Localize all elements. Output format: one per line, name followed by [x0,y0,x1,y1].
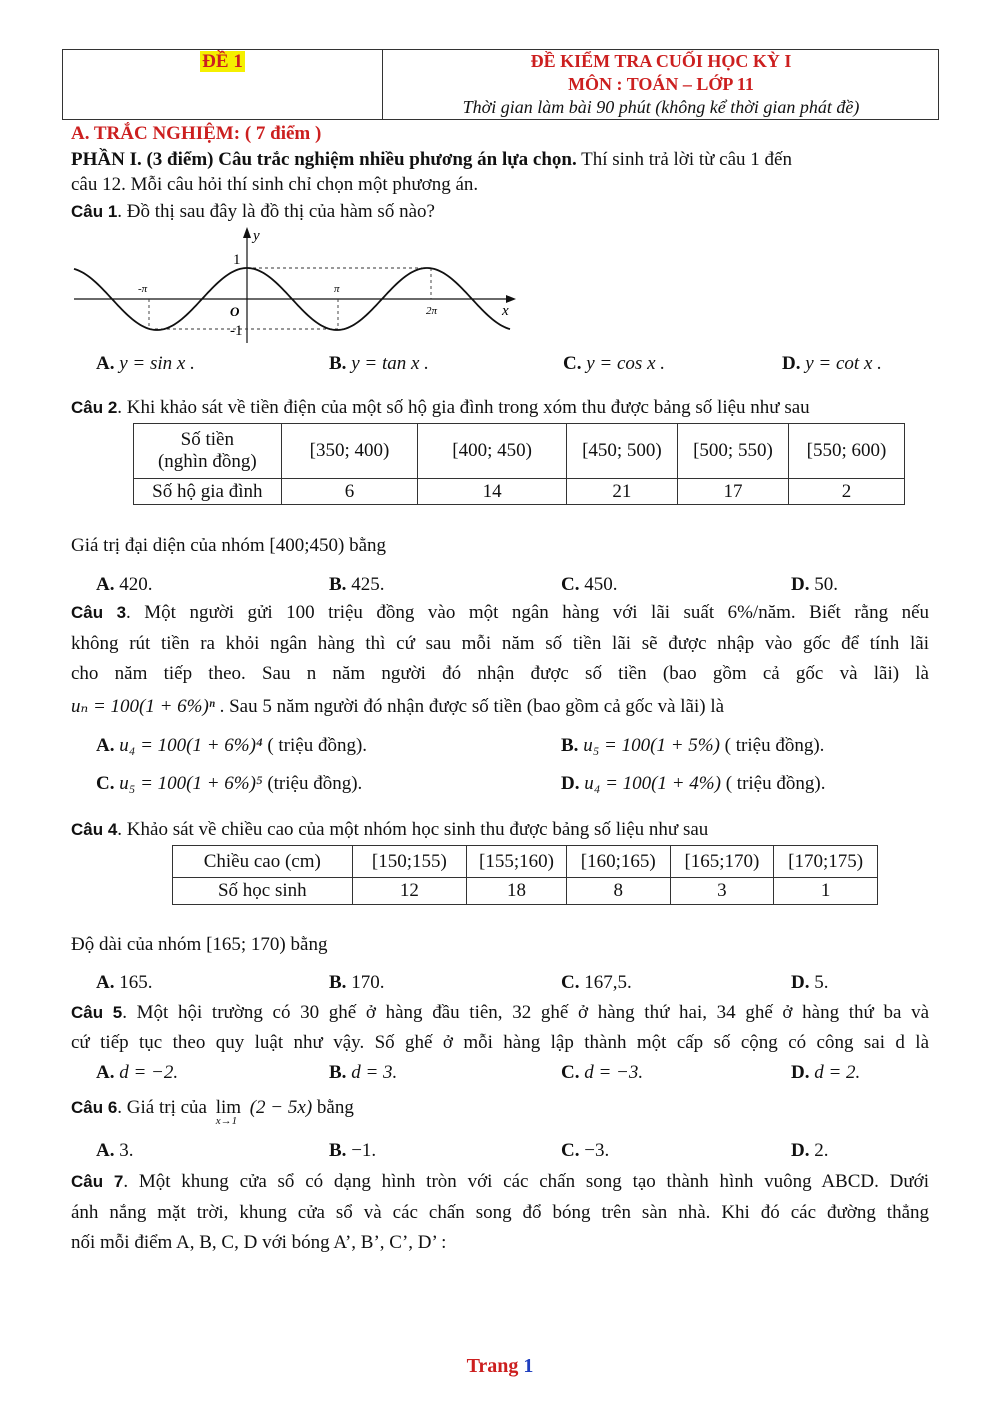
q6-option-c-key: C. [561,1140,580,1161]
part1-line2: câu 12. Mỗi câu hỏi thí sinh chỉ chọn một phương án. [71,174,479,195]
q4-option-a-text: 165. [114,972,153,993]
q4-interval: [155;160) [467,846,567,878]
q1-option-b-key: B. [329,353,347,374]
q6-option-b[interactable] [329,1139,376,1163]
q2-text: . Khi khảo sát về tiền điện của một số hộ gia đình trong xóm thu được bảng số liệu như sau [117,397,810,418]
page-footer [0,1355,1000,1378]
q3-option-a-key: A. [96,735,115,756]
q3-option-b-math: u₅ = 100(1 + 5%) [583,735,720,756]
q2-question: Giá trị đại diện của nhóm [400;450) bằng [71,535,387,556]
tick-minus-pi: -π [138,283,148,295]
page-number: 1 [523,1355,534,1377]
q2-interval: [500; 550) [677,424,788,479]
q1-option-b[interactable] [329,352,429,376]
q3-option-d-key: D. [561,773,580,794]
q4-count: 8 [566,878,670,905]
q3-option-b[interactable] [561,734,824,758]
q2-count: 21 [566,479,677,505]
q5-line1 [71,1001,929,1025]
q5-label: Câu 5 [71,1003,123,1022]
q1-cosine-graph [70,225,520,345]
q4-option-c[interactable] [561,971,632,995]
q6-lim-word: lim [215,1097,242,1118]
q6-option-a-text: 3. [114,1140,134,1161]
q4-option-b-key: B. [329,972,347,993]
q2-interval: [350; 400) [281,424,418,479]
q2-label: Câu 2 [71,398,118,417]
q6-lim-sub: x→1 [215,1115,238,1127]
q6-option-a-key: A. [96,1140,115,1161]
q7-line3: nối mỗi điểm A, B, C, D với bóng A’, B’, C’, D’ : [71,1232,447,1253]
q6-option-a[interactable] [96,1139,133,1163]
q4-interval: [150;155) [352,846,467,878]
q2-stem [71,396,929,420]
q2-option-c-key: C. [561,574,580,595]
q3-option-b-unit: ( triệu đồng). [719,735,825,756]
q2-count: 14 [418,479,567,505]
q5-option-c-key: C. [561,1062,580,1083]
q5-option-c-text: d = −3. [579,1062,644,1083]
exam-code: ĐỀ 1 [202,51,243,72]
q1-option-a[interactable] [96,352,195,376]
q3-text-4: . Sau 5 năm người đó nhận được số tiền (bao gồm cả gốc và lãi) là [214,696,725,717]
q3-option-c-math: u₅ = 100(1 + 6%)⁵ [119,773,263,794]
q2-option-d-key: D. [791,574,810,595]
q5-option-c[interactable] [561,1061,643,1085]
q5-option-d-key: D. [791,1062,810,1083]
q6-option-c-text: −3. [579,1140,610,1161]
q3-label: Câu 3 [71,603,127,622]
q4-option-c-text: 167,5. [579,972,632,993]
q4-count: 18 [467,878,567,905]
q3-option-a[interactable] [96,734,367,758]
q2-option-d[interactable] [791,573,838,597]
q4-question: Độ dài của nhóm [165; 170) bằng [71,934,328,955]
q2-head-money [134,424,282,479]
q3-option-a-unit: ( triệu đồng). [262,735,368,756]
part1-line1 [71,148,929,172]
q3-option-d-unit: ( triệu đồng). [720,773,826,794]
q5-line2: cứ tiếp tục theo quy luật như vậy. Số ghế ở mỗi hàng lập thành một cấp số cộng có công sai d là [71,1032,929,1053]
y-axis-label: y [253,228,260,244]
q3-option-d[interactable] [561,772,825,796]
exam-title: ĐỀ KIỂM TRA CUỐI HỌC KỲ I [530,51,792,71]
q3-option-c-unit: (triệu đồng). [262,773,363,794]
q2-interval: [550; 600) [788,424,904,479]
q4-option-b[interactable] [329,971,384,995]
q6-limit [215,1097,250,1127]
tick-minus-1: -1 [230,323,243,339]
q3-text-1: . Một người gửi 100 triệu đồng vào một ngân hàng với lãi suất 6%/năm. Biết rằng nếu [126,602,930,623]
q5-option-a[interactable] [96,1061,178,1085]
q1-option-d-key: D. [782,353,801,374]
q4-option-c-key: C. [561,972,580,993]
q2-option-a[interactable] [96,573,152,597]
q4-head-height: Chiều cao (cm) [173,846,353,878]
part1-intro: Thí sinh trả lời từ câu 1 đến [576,149,792,170]
part1-heading: PHẦN I. (3 điểm) Câu trắc nghiệm nhiều phương án lựa chọn. [71,149,577,170]
q1-option-d[interactable] [782,352,882,376]
q7-line1 [71,1170,929,1194]
q4-count: 3 [670,878,774,905]
q2-option-a-key: A. [96,574,115,595]
q2-count: 6 [281,479,418,505]
q6-tail: bằng [312,1097,354,1118]
q5-option-d[interactable] [791,1061,860,1085]
q4-option-a-key: A. [96,972,115,993]
q3-line3: cho năm tiếp theo. Sau n năm người đó nhận được số tiền (bao gồm cả gốc và lãi) là [71,663,929,684]
tick-2pi: 2π [426,305,438,317]
q1-option-a-key: A. [96,353,115,374]
exam-subject: MÔN : TOÁN – LỚP 11 [568,74,754,94]
q2-option-b-key: B. [329,574,347,595]
footer-label: Trang [466,1355,519,1377]
q7-text-1: . Một khung cửa sổ có dạng hình tròn với các chấn song tạo thành hình vuông ABCD. Dưới [123,1171,930,1192]
q4-label: Câu 4 [71,820,118,839]
q2-option-c-text: 450. [579,574,618,595]
exam-header [62,49,939,120]
q3-line2: không rút tiền ra khỏi ngân hàng thì cứ sau mỗi năm số tiền lãi sẽ được nhập vào gốc để tính lãi [71,633,929,654]
section-a-heading: A. TRẮC NGHIỆM: ( 7 điểm ) [71,123,322,144]
q4-text: . Khảo sát về chiều cao của một nhóm học sinh thu được bảng số liệu như sau [117,819,709,840]
q6-option-d[interactable] [791,1139,828,1163]
q4-head-students: Số học sinh [173,878,353,905]
y-axis-arrow [243,227,251,238]
x-axis-label: x [502,303,509,319]
q1-option-d-text: y = cot x . [805,353,882,374]
q6-text: . Giá trị của [117,1097,207,1118]
exam-time: Thời gian làm bài 90 phút (không kể thời gian phát đề) [462,97,860,117]
q4-option-d-key: D. [791,972,810,993]
q4-interval: [170;175) [774,846,878,878]
q3-formula: uₙ = 100(1 + 6%)ⁿ [71,696,215,717]
q6-option-b-text: −1. [346,1140,377,1161]
q1-option-c-text: y = cos x . [586,353,665,374]
q2-head-money-b: (nghìn đồng) [157,451,257,472]
q4-option-d[interactable] [791,971,828,995]
q1-text: . Đồ thị sau đây là đồ thị của hàm số nào? [117,201,435,222]
q5-text-1: . Một hội trường có 30 ghế ở hàng đầu tiên, 32 ghế ở hàng thứ hai, 34 ghế ở hàng thứ ba và [122,1002,930,1023]
q6-option-c[interactable] [561,1139,609,1163]
q2-count: 17 [677,479,788,505]
q5-option-a-text: d = −2. [114,1062,179,1083]
q6-expression: (2 − 5x) [249,1097,313,1118]
q4-stem [71,818,929,842]
q4-option-d-text: 5. [809,972,829,993]
q4-option-a[interactable] [96,971,152,995]
q1-label: Câu 1 [71,202,118,221]
q2-option-c[interactable] [561,573,617,597]
q1-option-b-text: y = tan x . [351,353,429,374]
q2-interval: [450; 500) [566,424,677,479]
q3-option-c-key: C. [96,773,115,794]
q5-option-b-key: B. [329,1062,347,1083]
q2-interval: [400; 450) [418,424,567,479]
q1-stem [71,200,929,224]
q3-line1 [71,601,929,625]
q2-table [133,423,905,505]
q1-option-c-key: C. [563,353,582,374]
q6-option-b-key: B. [329,1140,347,1161]
q3-line4 [71,695,929,719]
q3-option-b-key: B. [561,735,579,756]
q3-option-a-math: u₄ = 100(1 + 6%)⁴ [119,735,263,756]
q2-option-d-text: 50. [809,574,838,595]
q4-option-b-text: 170. [346,972,385,993]
q4-interval: [160;165) [566,846,670,878]
q2-option-a-text: 420. [114,574,153,595]
q1-option-c[interactable] [563,352,665,376]
q6-option-d-text: 2. [809,1140,829,1161]
tick-pi: π [334,283,340,295]
origin-label: O [230,304,240,319]
q4-interval: [165;170) [670,846,774,878]
q4-table [172,845,878,905]
q5-option-b[interactable] [329,1061,397,1085]
q6-stem [71,1097,354,1127]
q7-line2: ánh nắng mặt trời, khung cửa sổ và các chấn song đổ bóng trên sàn nhà. Khi đó các đường thẳng [71,1202,929,1223]
q7-label: Câu 7 [71,1172,124,1191]
x-axis-arrow [506,295,516,303]
q2-option-b[interactable] [329,573,384,597]
q6-label: Câu 6 [71,1098,118,1117]
q2-head-money-a: Số tiền [180,429,234,450]
q1-option-a-text: y = sin x . [119,353,195,374]
q3-option-c[interactable] [96,772,362,796]
q3-option-d-math: u₄ = 100(1 + 4%) [584,773,721,794]
q4-count: 1 [774,878,878,905]
q5-option-b-text: d = 3. [346,1062,398,1083]
q6-option-d-key: D. [791,1140,810,1161]
q5-option-d-text: d = 2. [809,1062,861,1083]
q4-count: 12 [352,878,467,905]
q2-head-households: Số hộ gia đình [134,479,282,505]
q2-count: 2 [788,479,904,505]
q5-option-a-key: A. [96,1062,115,1083]
q2-option-b-text: 425. [346,574,385,595]
tick-1: 1 [233,252,241,268]
